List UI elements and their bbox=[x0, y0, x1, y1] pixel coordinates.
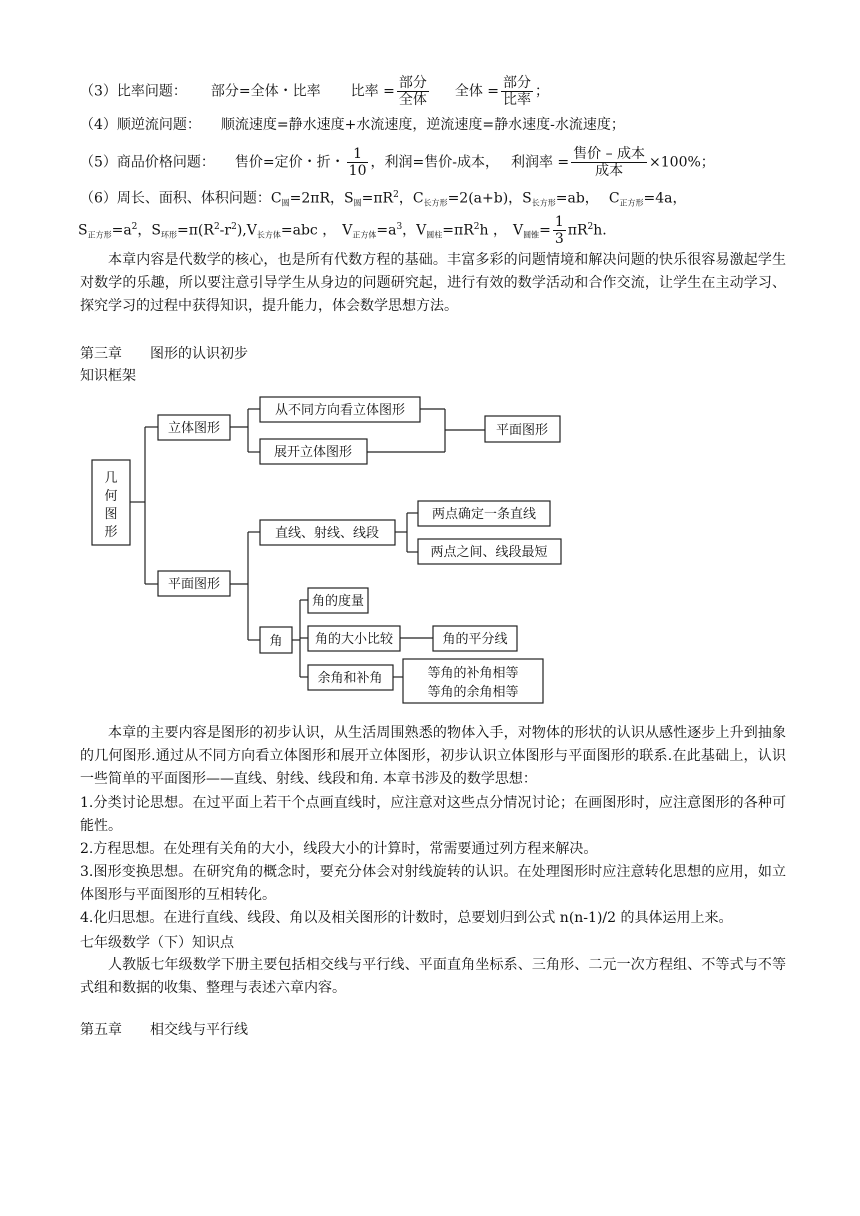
formula-end: ； bbox=[535, 83, 550, 100]
diagram-label-line: 直线、射线、线段 bbox=[274, 526, 380, 541]
formula-superscript: 2 bbox=[231, 221, 237, 232]
fraction bbox=[397, 75, 429, 108]
fraction-denominator: 10 bbox=[348, 163, 367, 179]
diagram-root-char-1: 几 bbox=[104, 471, 118, 486]
formula-rhs: =2πR， bbox=[289, 190, 345, 207]
diagram-label-angle: 角 bbox=[269, 634, 283, 649]
formula-subscript: 圆 bbox=[281, 198, 290, 208]
formula-subscript: 圆 bbox=[353, 198, 362, 208]
formula-price-text: 售价=定价・折・ bbox=[234, 154, 345, 171]
diagram-label-equal-2: 等角的余角相等 bbox=[427, 685, 519, 700]
formula-rhs: =πR bbox=[442, 222, 474, 239]
fraction bbox=[501, 75, 533, 108]
list-item: 1.分类讨论思想。在过平面上若干个点画直线时，应注意对这些点分情况讨论；在画图形时，应注意图形的各种可能性。 bbox=[80, 795, 786, 834]
formula-superscript: 2 bbox=[587, 221, 594, 232]
formula-stream bbox=[80, 115, 780, 135]
formula-superscript: 3 bbox=[396, 221, 403, 232]
fraction bbox=[347, 146, 369, 179]
formula-rhs: =4a， bbox=[643, 190, 687, 207]
formula-superscript: 2 bbox=[393, 190, 399, 200]
diagram-root-char-3: 图 bbox=[104, 507, 118, 522]
formula-text: 顺流速度=静水速度+水流速度，逆流速度=静水速度-水流速度； bbox=[220, 117, 625, 133]
formula-label: （5）商品价格问题： bbox=[80, 154, 215, 171]
diagram-label-equal-1: 等角的补角相等 bbox=[427, 666, 519, 681]
formula-geometry-1 bbox=[80, 185, 780, 214]
formula-symbol: C bbox=[608, 190, 620, 207]
formula-eq: = bbox=[539, 222, 551, 239]
diagram-label-solid: 立体图形 bbox=[167, 421, 221, 436]
formula-ratio-lhs: 比率 = bbox=[350, 83, 395, 100]
diagram-label-bisector: 角的平分线 bbox=[442, 632, 508, 647]
diagram-label-two-points: 两点确定一条直线 bbox=[431, 507, 537, 522]
formula-whole-lhs: 全体 = bbox=[454, 83, 500, 100]
formula-rhs: =2(a+b)， bbox=[447, 190, 523, 207]
formula-symbol: S bbox=[78, 222, 88, 239]
formula-subscript: 正方形 bbox=[87, 230, 112, 240]
grade7-heading: 七年级数学（下）知识点 bbox=[80, 935, 234, 951]
formula-symbol: V bbox=[416, 222, 427, 239]
diagram-label-compare: 角的大小比较 bbox=[314, 632, 394, 647]
formula-symbol: V bbox=[246, 222, 257, 239]
formula-superscript: 2 bbox=[213, 221, 220, 232]
paragraph-chapter3-summary: 本章的主要内容是图形的初步认识，从生活周围熟悉的物体入手，对物体的形状的认识从感性逐步上升到抽象的几何图形.通过从不同方向看立体图形和展开立体图形，初步认识立体图形与平面图形的联系.在此基础上，认识一些简单的平面图形——直线、射线、线段和角. 本章书涉及的数学思想： bbox=[80, 725, 786, 787]
fraction-numerator: 售价 – 成本 bbox=[573, 146, 646, 162]
diagram-label-plane-result: 平面图形 bbox=[495, 423, 549, 438]
formula-rate-tail: ×100%； bbox=[649, 154, 715, 171]
formula-subscript: 环形 bbox=[161, 230, 177, 240]
knowledge-framework-heading: 知识框架 bbox=[80, 368, 136, 384]
diagram-root-char-4: 形 bbox=[104, 525, 118, 540]
list-item: 2.方程思想。在处理有关角的大小，线段大小的计算时，常需要通过列方程来解决。 bbox=[80, 841, 598, 857]
formula-profit: ，利润=售价-成本， bbox=[370, 154, 499, 171]
formula-superscript: 2 bbox=[473, 221, 480, 232]
formula-end: h ， bbox=[479, 222, 507, 239]
formula-superscript: 2 bbox=[131, 221, 138, 232]
formula-rhs: -r bbox=[219, 222, 232, 239]
formula-end: ， bbox=[398, 190, 413, 207]
formula-subscript: 长方体 bbox=[256, 230, 281, 240]
diagram-label-plane: 平面图形 bbox=[167, 577, 221, 592]
formula-end: ， bbox=[137, 222, 152, 239]
formula-subscript: 圆锥 bbox=[523, 230, 540, 240]
formula-rhs: =π(R bbox=[177, 222, 214, 239]
formula-geometry-2 bbox=[78, 214, 778, 247]
fraction-numerator: 1 bbox=[554, 214, 564, 230]
diagram-root-char-2: 何 bbox=[104, 489, 118, 504]
fraction-denominator: 成本 bbox=[595, 163, 624, 179]
diagram-label-unfold: 展开立体图形 bbox=[273, 445, 353, 460]
fraction-numerator: 部分 bbox=[398, 75, 427, 91]
formula-rhs: =a bbox=[376, 222, 397, 239]
fraction-numerator: 部分 bbox=[503, 75, 532, 91]
fraction-denominator: 3 bbox=[554, 231, 564, 247]
formula-symbol: C bbox=[270, 190, 282, 207]
formula-price bbox=[80, 146, 780, 179]
formula-rhs: =πR bbox=[361, 190, 394, 207]
formula-label: （4）顺逆流问题： bbox=[80, 117, 201, 133]
formula-symbol: V bbox=[512, 222, 524, 239]
fraction bbox=[571, 146, 647, 179]
formula-symbol: S bbox=[344, 190, 354, 207]
formula-part: 部分=全体・比率 bbox=[210, 83, 321, 100]
formula-subscript: 圆柱 bbox=[426, 230, 443, 240]
diagram-label-comp: 余角和补角 bbox=[317, 671, 383, 686]
formula-symbol: S bbox=[151, 222, 161, 239]
formula-subscript: 长方形 bbox=[423, 198, 448, 208]
formula-end: ， bbox=[402, 222, 417, 239]
paragraph-algebra-summary: 本章内容是代数学的核心，也是所有代数方程的基础。丰富多彩的问题情境和解决问题的快乐很容易激起学生对数学的乐趣，所以要注意引导学生从身边的问题研究起，进行有效的数学活动和合作交流，让学生在主动学习、探究学习的过程中获得知识，提升能力，体会数学思想方法。 bbox=[80, 252, 786, 314]
formula-subscript: 长方形 bbox=[531, 198, 556, 208]
paragraph-grade7-summary: 人教版七年级数学下册主要包括相交线与平行线、平面直角坐标系、三角形、二元一次方程组、不等式与不等式组和数据的收集、整理与表述六章内容。 bbox=[80, 957, 786, 996]
formula-rhs: =a bbox=[111, 222, 132, 239]
formula-symbol: C bbox=[412, 190, 424, 207]
formula-subscript: 正方体 bbox=[352, 230, 377, 240]
list-item: 4.化归思想。在进行直线、线段、角以及相关图形的计数时，总要划归到公式 n(n-1)/2 的具体运用上来。 bbox=[80, 910, 733, 926]
formula-rate-lhs: 利润率 = bbox=[510, 154, 570, 171]
formula-symbol: V bbox=[342, 222, 353, 239]
formula-rhs: =abc ， bbox=[280, 222, 337, 239]
fraction-numerator: 1 bbox=[347, 146, 369, 163]
formula-label: （6）周长、面积、体积问题： bbox=[80, 190, 271, 207]
diagram-label-shortest: 两点之间、线段最短 bbox=[430, 545, 548, 560]
fraction-denominator: 全体 bbox=[398, 92, 427, 108]
geometry-knowledge-diagram bbox=[80, 390, 580, 710]
fraction bbox=[553, 214, 566, 247]
formula-ratio bbox=[80, 75, 780, 108]
formula-symbol: S bbox=[522, 190, 532, 207]
formula-end: h. bbox=[593, 222, 607, 239]
chapter-3-title: 第三章 图形的认识初步 bbox=[80, 346, 248, 362]
list-item: 3.图形变换思想。在研究角的概念时，要充分体会对射线旋转的认识。在处理图形时应注意转化思想的应用，如立体图形与平面图形的互相转化。 bbox=[80, 864, 786, 903]
diagram-label-view: 从不同方向看立体图形 bbox=[274, 403, 406, 418]
formula-subscript: 正方形 bbox=[619, 198, 644, 208]
chapter-5-title: 第五章 相交线与平行线 bbox=[80, 1022, 248, 1038]
diagram-label-measure: 角的度量 bbox=[311, 594, 365, 609]
fraction-denominator: 比率 bbox=[503, 92, 532, 108]
formula-rhs: πR bbox=[567, 222, 588, 239]
formula-label: （3）比率问题： bbox=[80, 83, 187, 100]
formula-rhs: =ab， bbox=[555, 190, 599, 207]
formula-end: ), bbox=[236, 222, 247, 239]
